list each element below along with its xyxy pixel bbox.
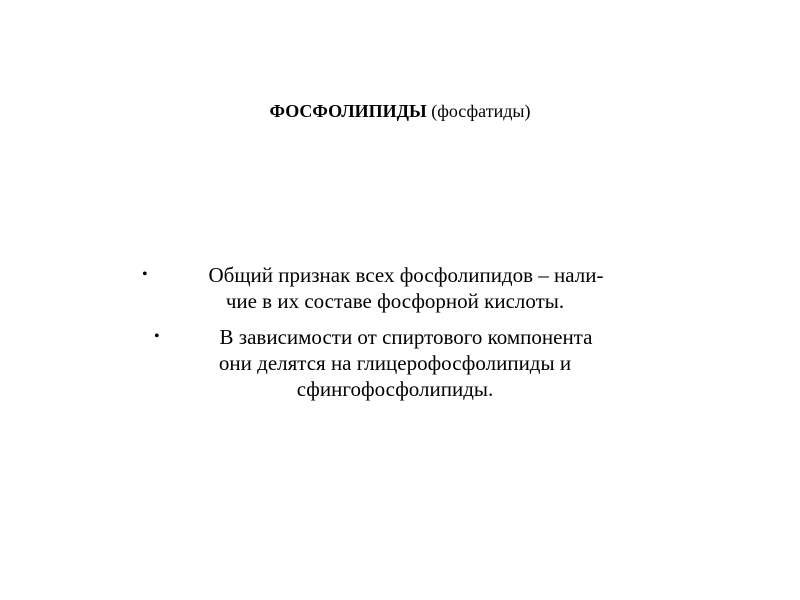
slide-title bbox=[0, 99, 800, 123]
title-bold-text: ФОСФОЛИПИДЫ bbox=[269, 101, 427, 121]
bullet-icon: • bbox=[154, 328, 160, 345]
bullet-item bbox=[140, 324, 650, 402]
bullet-icon: • bbox=[142, 266, 148, 283]
bullet-list bbox=[140, 262, 650, 412]
bullet-text-line: они делятся на глицерофосфолипиды и bbox=[218, 351, 572, 375]
bullet-text-line: Общий признак всех фосфолипидов – нали- bbox=[208, 263, 604, 287]
title-parenthetical: (фосфатиды) bbox=[426, 101, 531, 121]
bullet-item bbox=[140, 262, 650, 314]
bullet-text-line: чие в их составе фосфорной кислоты. bbox=[225, 289, 565, 313]
bullet-text-line: В зависимости от спиртового компонента bbox=[219, 325, 593, 349]
bullet-text-line: сфингофосфолипиды. bbox=[296, 377, 494, 401]
